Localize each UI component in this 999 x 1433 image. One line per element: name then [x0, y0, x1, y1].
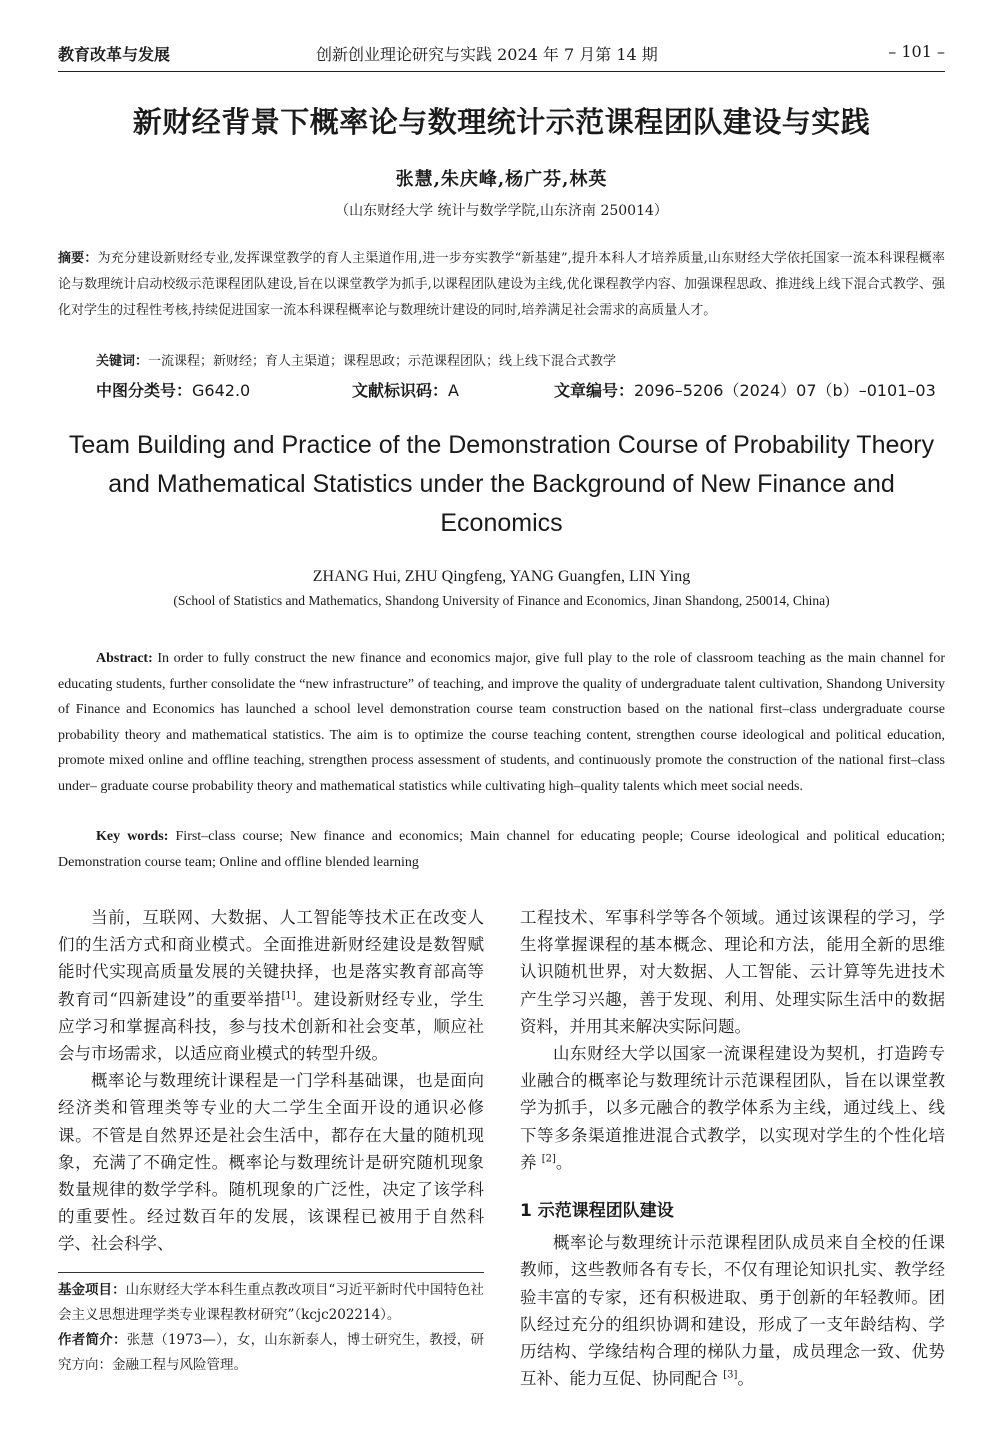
- article-value: 2096–5206（2024）07（b）–0101–03: [634, 381, 936, 400]
- running-header: [58, 42, 945, 72]
- footnote-rule: [58, 1272, 484, 1273]
- abstract-cn-text: 为充分建设新财经专业,发挥课堂教学的育人主渠道作用,进一步夯实教学“新基建”,提升本科人才培养质量,山东财经大学依托国家一流本科课程概率论与数理统计启动校级示范课程团队建设,旨在以课堂教学为抓手,以课程团队建设为主线,优化课程教学内容、加强课程思政、推进线上线下混合式教学、强化对学生的过程性考核,持续促进国家一流本科课程概率论与数理统计建设的同时,培养满足社会需求的高质量人才。: [58, 251, 945, 318]
- body-text: 。: [737, 1369, 754, 1389]
- body-paragraph: 概率论与数理统计课程是一门学科基础课，也是面向经济类和管理类等专业的大二学生全面开设的通识必修课。不管是自然界还是社会生活中，都存在大量的随机现象，充满了不确定性。概率论与数理统计是研究随机现象数量规律的数学学科。随机现象的广泛性，决定了该学科的重要性。经过数百年的发展，该课程已被用于自然科学、社会科学、: [58, 1071, 484, 1254]
- body-text: 当前，互联网、大数据、人工智能等技术正在改变人们的生活方式和商业模式。全面推进新财经建设是数智赋能时代实现高质量发展的关键抉择，也是落实教育部高等教育司“四新建设”的重要举措: [58, 908, 484, 1009]
- clc-code: [96, 378, 250, 401]
- article-number: [554, 378, 936, 401]
- fund-label: 基金项目：: [58, 1282, 126, 1298]
- doc-value: A: [448, 381, 459, 400]
- clc-value: G642.0: [192, 381, 251, 400]
- classification-row: [96, 378, 945, 400]
- doc-code: [352, 378, 459, 401]
- body-text: 。建设新财经专业，学生应学习和掌握高科技，参与技术创新和社会变革，顺应社会与市场需求，以适应商业模式的转型升级。: [58, 989, 485, 1064]
- author-label: 作者简介：: [58, 1332, 127, 1348]
- citation-ref: [1]: [281, 990, 296, 1002]
- author-text: 张慧（1973—），女，山东新泰人，博士研究生，教授，研究方向：金融工程与风险管理。: [58, 1332, 485, 1373]
- body-paragraph: [520, 1040, 945, 1176]
- doc-label: 文献标识码：: [352, 381, 449, 400]
- body-text: 概率论与数理统计示范课程团队成员来自全校的任课教师，这些教师各有专长，不仅有理论知识扎实、教学经验丰富的专家，还有积极进取、勇于创新的年轻教师。团队经过充分的组织协调和建设，形成了一支年龄结构、学历结构、学缘结构合理的梯队力量，成员理念一致、优势互补、能力互促、协同配合: [520, 1233, 945, 1389]
- body-text: 山东财经大学以国家一流课程建设为契机，打造跨专业融合的概率论与数理统计示范课程团队，旨在以课堂教学为抓手，以多元融合的教学体系为主线，通过线上、线下等多条渠道推进混合式教学，以实现对学生的个性化培养: [520, 1044, 945, 1172]
- abstract-en-label: Abstract:: [96, 651, 153, 666]
- keywords-cn-text: 一流课程；新财经；育人主渠道；课程思政；示范课程团队；线上线下混合式教学: [148, 354, 617, 369]
- body-paragraph: 工程技术、军事科学等各个领域。通过该课程的学习，学生将掌握课程的基本概念、理论和方法，能用全新的思维认识随机世界，对大数据、人工智能、云计算等先进技术产生学习兴趣，善于发现、利用、处理实际生活中的数据资料，并用其来解决实际问题。: [520, 908, 945, 1036]
- abstract-en: [58, 646, 945, 800]
- title-cn: 新财经背景下概率论与数理统计示范课程团队建设与实践: [132, 105, 871, 139]
- clc-label: 中图分类号：: [96, 381, 193, 400]
- keywords-en: [58, 824, 945, 875]
- title-en: Team Building and Practice of the Demonstration Course of Probability Theory and Mathematical Statistics under the Background of New Finance and Economics: [68, 431, 935, 537]
- keywords-cn: [96, 351, 945, 373]
- header-section: 教育改革与发展: [58, 45, 171, 64]
- body-left-column: [58, 904, 484, 1258]
- authors-en: ZHANG Hui, ZHU Qingfeng, YANG Guangfen, LIN Ying: [312, 568, 691, 585]
- abstract-en-text: In order to fully construct the new finance and economics major, give full play to the role of classroom teaching as the main channel for educating students, further consolidate the “new infrastructure” of teaching, and improve the quality of undergraduate talent cultivation, Shandong University of Finance and Economics has launched a school level demonstration course team construction based on the national first–class undergraduate course probability theory and mathematical statistics. The aim is to optimize the course teaching content, strengthen course ideological and political education, promote mixed online and offline teaching, strengthen process assessment of students, and continuously promote the construction of the national first–class under– graduate course probability theory and mathematical statistics while cultivating high–quality talents which meet social needs.: [58, 651, 945, 794]
- footnotes: [58, 1278, 484, 1378]
- header-journal: 创新创业理论研究与实践 2024 年 7 月第 14 期: [316, 45, 658, 64]
- citation-ref: [2]: [541, 1153, 556, 1165]
- header-rule: [58, 71, 945, 72]
- author-note: [58, 1328, 484, 1378]
- article-label: 文章编号：: [554, 381, 635, 400]
- keywords-en-text: First–class course; New finance and economics; Main channel for educating people; Course ideological and political education; Demonstration course team; Online and offline blended learning: [58, 829, 946, 870]
- body-paragraph: [58, 904, 484, 1067]
- fund-note: [58, 1278, 484, 1328]
- fund-text: 山东财经大学本科生重点教改项目“习近平新时代中国特色社会主义思想进理学类专业课程教材研究”（kcjc202214）。: [58, 1282, 485, 1323]
- affiliation-en: (School of Statistics and Mathematics, Shandong University of Finance and Economics, Jinan Shandong, 250014, China): [173, 593, 830, 608]
- citation-ref: [3]: [723, 1369, 738, 1381]
- authors-cn: 张慧,朱庆峰,杨广芬,林英: [395, 169, 608, 190]
- body-text: 。: [555, 1152, 573, 1172]
- abstract-cn-label: 摘要：: [58, 251, 98, 266]
- body-right-column: [520, 904, 945, 1392]
- keywords-cn-label: 关键词：: [96, 354, 149, 369]
- keywords-en-label: Key words:: [96, 829, 169, 844]
- header-page-number: – 101 –: [888, 42, 945, 61]
- affiliation-cn: （山东财经大学 统计与数学学院,山东济南 250014）: [335, 203, 668, 219]
- section-heading: 1 示范课程团队建设: [520, 1201, 674, 1222]
- body-paragraph: [520, 1229, 945, 1392]
- abstract-cn: [58, 246, 945, 324]
